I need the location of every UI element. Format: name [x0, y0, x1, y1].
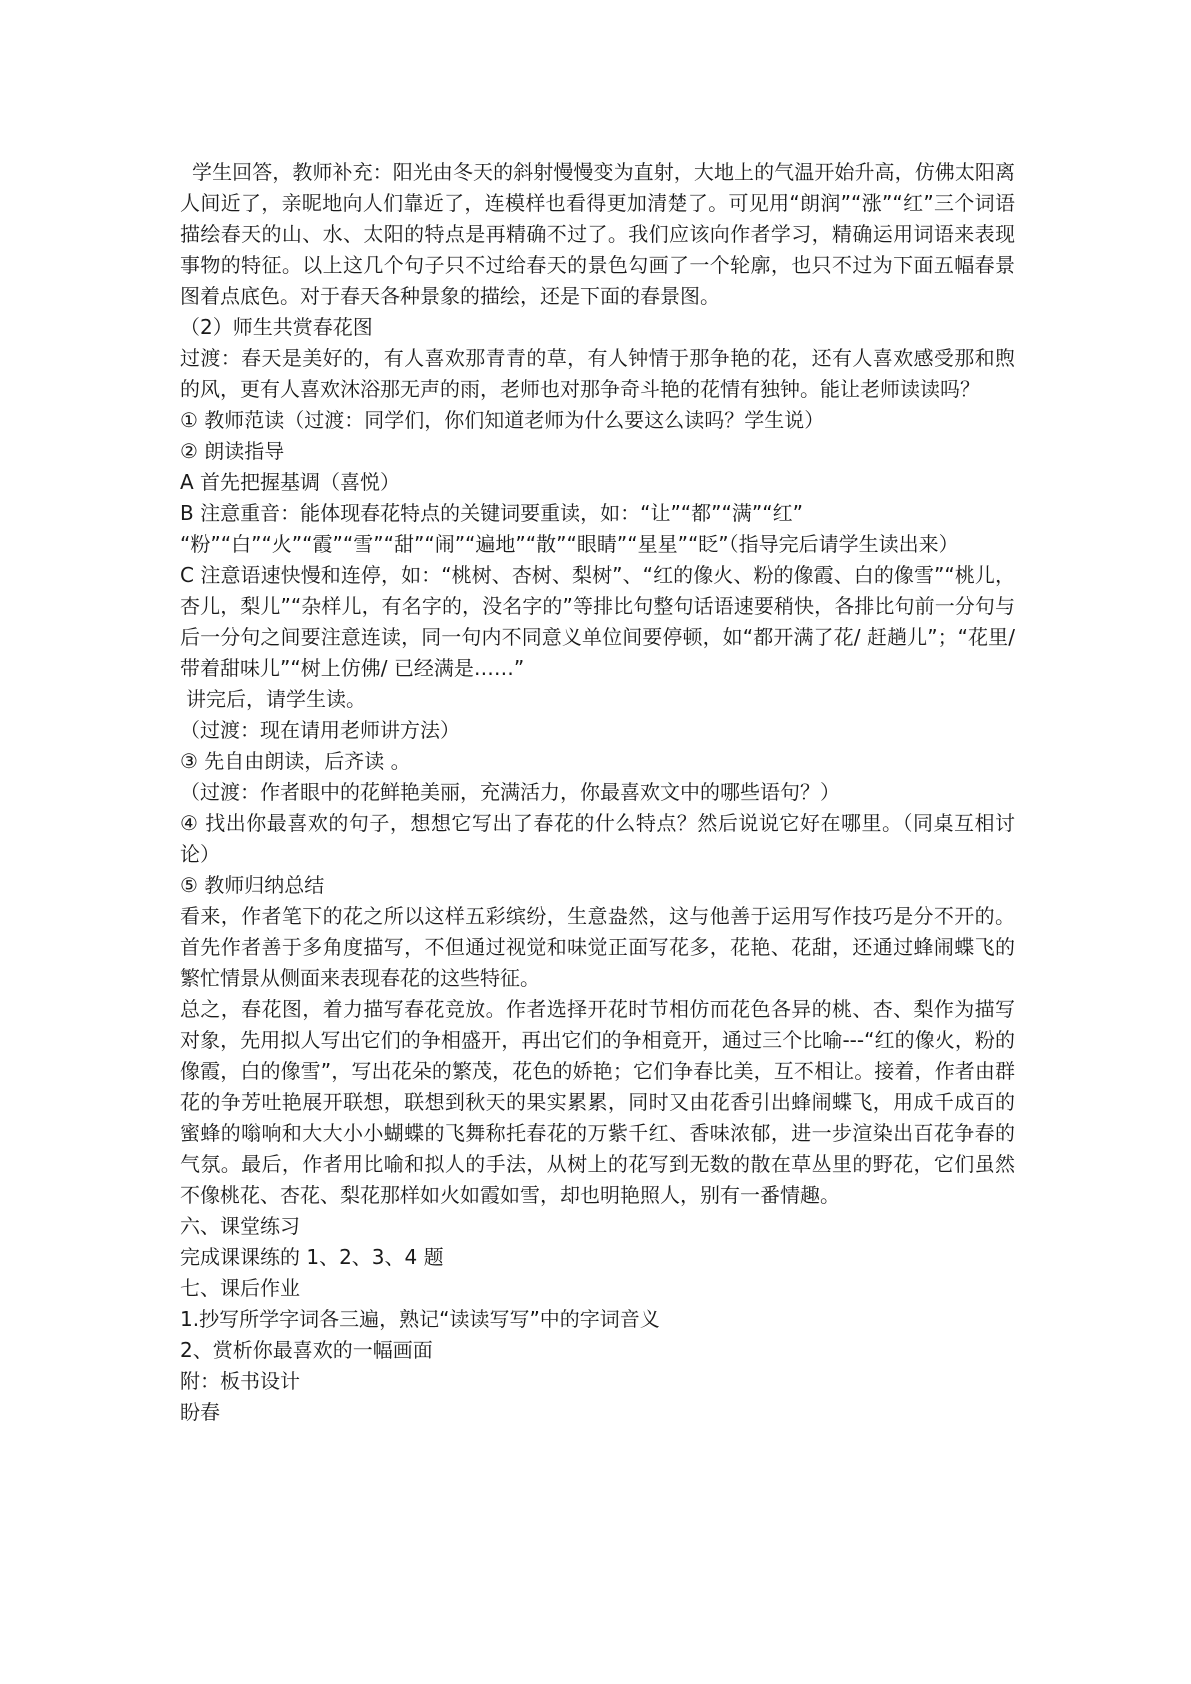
paragraph-practice-task: 完成课课练的 1、2、3、4 题 — [180, 1245, 444, 1269]
board-design-title: 盼春 — [180, 1400, 220, 1424]
document-body — [180, 157, 1015, 1428]
step-2-reading-guidance: ② 朗读指导 — [180, 439, 285, 463]
guidance-b-stress: B 注意重音：能体现春花特点的关键词要重读，如：“让”“都”“满”“红” — [180, 501, 803, 525]
guidance-a-tone: A 首先把握基调（喜悦） — [180, 470, 401, 494]
section-heading-board-design: 附：板书设计 — [180, 1369, 300, 1393]
paragraph-summary-techniques: 看来，作者笔下的花之所以这样五彩缤纷，生意盎然，这与他善于运用写作技巧是分不开的。首先作者善于多角度描写，不但通过视觉和味觉正面写花多，花艳、花甜，还通过蜂闹蝶飞的繁忙情景从侧面来表现春花的这些特征。 — [180, 904, 1015, 990]
guidance-c-pace: C 注意语速快慢和连停，如：“桃树、杏树、梨树”、“红的像火、粉的像霞、白的像雪”“桃儿，杏儿，梨儿”“杂样儿，有名字的，没名字的”等排比句整句话语速要稍快，各排比句前一分句与后一分句之间要注意连读，同一句内不同意义单位间要停顿，如“都开满了花/ 赶趟儿”；“花里/ 带着甜味儿”“树上仿佛/ 已经满是……” — [180, 563, 1015, 680]
paragraph-transition-method: （过渡：现在请用老师讲方法） — [180, 718, 460, 742]
step-5-summary: ⑤ 教师归纳总结 — [180, 873, 325, 897]
section-heading-spring-flowers: （2）师生共赏春花图 — [180, 315, 373, 339]
homework-item-1: 1.抄写所学字词各三遍，熟记“读读写写”中的字词音义 — [180, 1307, 660, 1331]
step-4-find-sentence: ④ 找出你最喜欢的句子，想想它写出了春花的什么特点？然后说说它好在哪里。（同桌互相讨论） — [180, 811, 1015, 866]
section-heading-homework: 七、课后作业 — [180, 1276, 300, 1300]
paragraph-students-read: 讲完后，请学生读。 — [186, 687, 366, 711]
section-heading-classroom-practice: 六、课堂练习 — [180, 1214, 300, 1238]
step-1-teacher-reading: ① 教师范读（过渡：同学们，你们知道老师为什么要这么读吗？学生说） — [180, 408, 825, 432]
homework-item-2: 2、赏析你最喜欢的一幅画面 — [180, 1338, 433, 1362]
paragraph-transition: 过渡：春天是美好的，有人喜欢那青青的草，有人钟情于那争艳的花，还有人喜欢感受那和煦的风，更有人喜欢沐浴那无声的雨，老师也对那争奇斗艳的花情有独钟。能让老师读读吗？ — [180, 346, 1015, 401]
paragraph-summary-conclusion: 总之，春花图，着力描写春花竞放。作者选择开花时节相仿而花色各异的桃、杏、梨作为描写对象，先用拟人写出它们的争相盛开，再出它们的争相竟开，通过三个比喻---“红的像火，粉的像霞，白的像雪”，写出花朵的繁茂，花色的娇艳；它们争春比美，互不相让。接着，作者由群花的争芳吐艳展开联想，联想到秋天的果实累累，同时又由花香引出蜂闹蝶飞，用成千成百的蜜蜂的嗡响和大大小小蝴蝶的飞舞称托春花的万紫千红、香味浓郁，进一步渲染出百花争春的气氛。最后，作者用比喻和拟人的手法，从树上的花写到无数的散在草丛里的野花，它们虽然不像桃花、杏花、梨花那样如火如霞如雪，却也明艳照人，别有一番情趣。 — [180, 997, 1015, 1207]
step-3-free-reading: ③ 先自由朗读，后齐读 。 — [180, 749, 411, 773]
paragraph-transition-question: （过渡：作者眼中的花鲜艳美丽，充满活力，你最喜欢文中的哪些语句？） — [180, 780, 840, 804]
paragraph-teacher-supplement: 学生回答，教师补充：阳光由冬天的斜射慢慢变为直射，大地上的气温开始升高，仿佛太阳离人间近了，亲昵地向人们靠近了，连模样也看得更加清楚了。可见用“朗润”“涨”“红”三个词语描绘春天的山、水、太阳的特点是再精确不过了。我们应该向作者学习，精确运用词语来表现事物的特征。以上这几个句子只不过给春天的景色勾画了一个轮廓，也只不过为下面五幅春景图着点底色。对于春天各种景象的描绘，还是下面的春景图。 — [180, 160, 1015, 308]
guidance-b-keywords: “粉”“白”“火”“霞”“雪”“甜”“闹”“遍地”“散”“眼睛”“星星”“眨”（指导完后请学生读出来） — [180, 532, 959, 556]
